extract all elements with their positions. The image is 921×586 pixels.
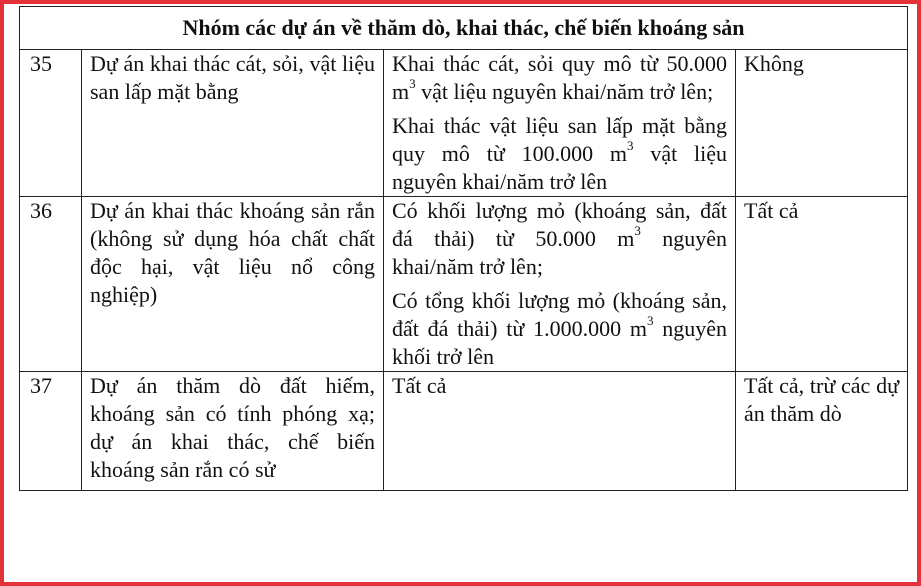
project-cell: Dự án khai thác khoáng sản rắn (không sử dụng hóa chất chất độc hại, vật liệu nổ công nghiệp) (82, 197, 384, 372)
row-number: 37 (20, 372, 82, 491)
group-heading: Nhóm các dự án về thăm dò, khai thác, chế biến khoáng sản (20, 7, 908, 50)
project-text: Dự án thăm dò đất hiếm, khoáng sản có tính phóng xạ; dự án khai thác, chế biến khoáng sản rắn có sử (90, 373, 375, 482)
regulation-table (19, 6, 908, 491)
criteria-line: Có khối lượng mỏ (khoáng sản, đất đá thải) từ 50.000 $m^3$ nguyên khai/năm trở lên; (392, 198, 728, 279)
project-cell: Dự án khai thác cát, sỏi, vật liệu san lấp mặt bằng (82, 50, 384, 197)
criteria-line: Khai thác vật liệu san lấp mặt bằng quy mô từ 100.000 $m^3$ vật liệu nguyên khai/năm trở lên (392, 113, 728, 194)
scope-cell: Không (736, 50, 908, 197)
table-row (20, 372, 908, 491)
scope-cell: Tất cả (736, 197, 908, 372)
table-row (20, 50, 908, 197)
criteria-cell (384, 197, 736, 372)
criteria-cell: Tất cả (384, 372, 736, 491)
row-number: 36 (20, 197, 82, 372)
criteria-line: Có tổng khối lượng mỏ (khoáng sản, đất đá thải) từ 1.000.000 $m^3$ nguyên khối trở lên (392, 288, 728, 369)
criteria-line: Khai thác cát, sỏi quy mô từ 50.000 $m^3$ vật liệu nguyên khai/năm trở lên; (392, 51, 727, 104)
criteria-cell (384, 50, 736, 197)
table-header-row (20, 7, 908, 50)
scope-cell: Tất cả, trừ các dự án thăm dò (736, 372, 908, 491)
row-number: 35 (20, 50, 82, 197)
table-row (20, 197, 908, 372)
project-cell (82, 372, 384, 491)
